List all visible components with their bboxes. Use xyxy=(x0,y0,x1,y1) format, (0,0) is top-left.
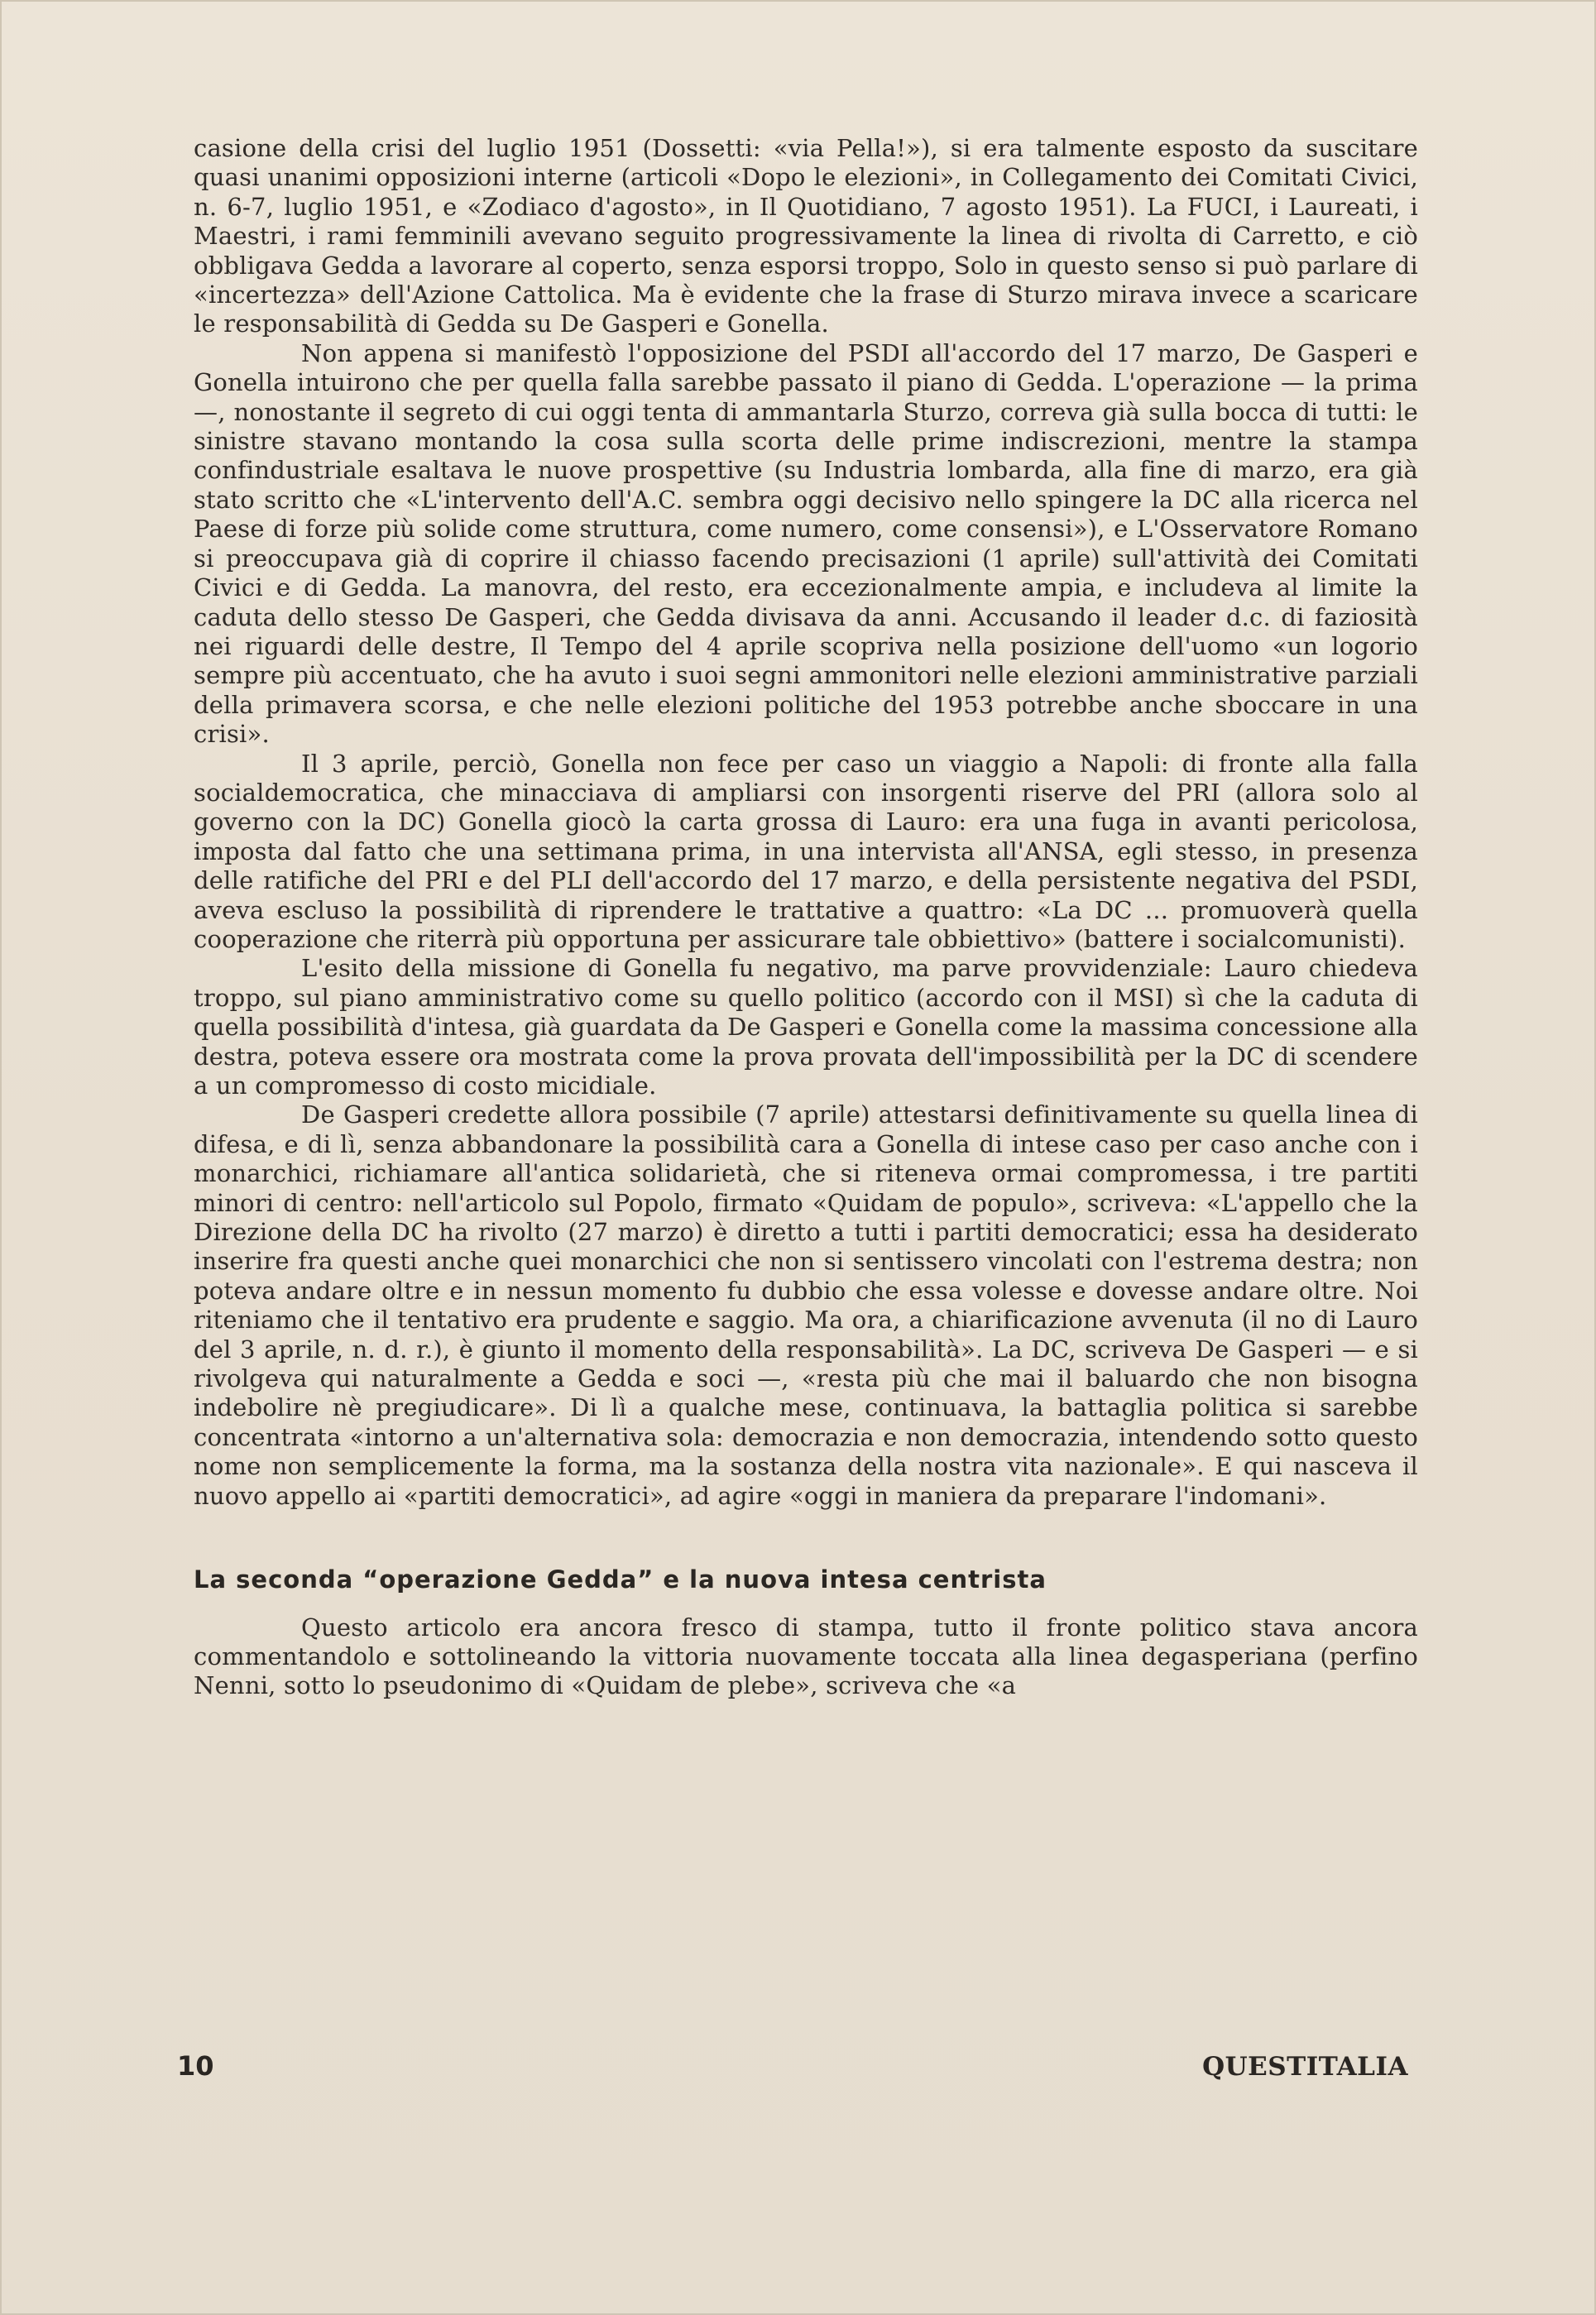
paragraph-4: L'esito della missione di Gonella fu negativo, ma parve provvidenziale: Lauro chiedeva troppo, sul piano amministrativo come su quello politico (accordo con il MSI) sì che la caduta di quella possibilità d'intesa, già guardata da De Gasperi e Gonella come la massima concessione alla destra, poteva essere ora mostrata come la prova provata dell'impossibilità per la DC di scendere a un compromesso di costo micidiale. xyxy=(194,954,1418,1100)
paragraph-6: Questo articolo era ancora fresco di stampa, tutto il fronte politico stava ancora commentandolo e sottolineando la vittoria nuovamente toccata alla linea degasperiana (perfino Nenni, sotto lo pseudonimo di «Quidam de plebe», scriveva che «a xyxy=(194,1613,1418,1700)
magazine-name: QUESTITALIA xyxy=(1202,2052,1408,2082)
article-body xyxy=(194,134,1418,1701)
page-number: 10 xyxy=(177,2050,214,2082)
section-heading: La seconda “operazione Gedda” e la nuova intesa centrista xyxy=(194,1565,1047,1594)
paragraph-3: Il 3 aprile, perciò, Gonella non fece per caso un viaggio a Napoli: di fronte alla falla socialdemocratica, che minacciava di ampliarsi con insorgenti riserve del PRI (allora solo al governo con la DC) Gonella giocò la carta grossa di Lauro: era una fuga in avanti pericolosa, imposta dal fatto che una settimana prima, in una intervista all'ANSA, egli stesso, in presenza delle ratifiche del PRI e del PLI dell'accordo del 17 marzo, e della persistente negativa del PSDI, aveva escluso la possibilità di riprendere le trattative a quattro: «La DC ... promuoverà quella cooperazione che riterrà più opportuna per assicurare tale obbiettivo» (battere i socialcomunisti). xyxy=(194,749,1418,953)
paragraph-2: Non appena si manifestò l'opposizione del PSDI all'accordo del 17 marzo, De Gasperi e Gonella intuirono che per quella falla sarebbe passato il piano di Gedda. L'operazione — la prima —, nonostante il segreto di cui oggi tenta di ammantarla Sturzo, correva già sulla bocca di tutti: le sinistre stavano montando la cosa sulla scorta delle prime indiscrezioni, mentre la stampa confindustriale esaltava le nuove prospettive (su Industria lombarda, alla fine di marzo, era già stato scritto che «L'intervento dell'A.C. sembra oggi decisivo nello spingere la DC alla ricerca nel Paese di forze più solide come struttura, come numero, come consensi»), e L'Osservatore Romano si preoccupava già di coprire il chiasso facendo precisazioni (1 aprile) sull'attività dei Comitati Civici e di Gedda. La manovra, del resto, era eccezionalmente ampia, e includeva al limite la caduta dello stesso De Gasperi, che Gedda divisava da anni. Accusando il leader d.c. di faziosità nei riguardi delle destre, Il Tempo del 4 aprile scopriva nella posizione dell'uomo «un logorio sempre più accentuato, che ha avuto i suoi segni ammonitori nelle elezioni amministrative parziali della primavera scorsa, e che nelle elezioni politiche del 1953 potrebbe anche sboccare in una crisi». xyxy=(194,338,1418,749)
paragraph-1: casione della crisi del luglio 1951 (Dossetti: «via Pella!»), si era talmente esposto da suscitare quasi unanimi opposizioni interne (articoli «Dopo le elezioni», in Collegamento dei Comitati Civici, n. 6-7, luglio 1951, e «Zodiaco d'agosto», in Il Quotidiano, 7 agosto 1951). La FUCI, i Laureati, i Maestri, i rami femminili avevano seguito progressivamente la linea di rivolta di Carretto, e ciò obbligava Gedda a lavorare al coperto, senza esporsi troppo, Solo in questo senso si può parlare di «incertezza» dell'Azione Cattolica. Ma è evidente che la frase di Sturzo mirava invece a scaricare le responsabilità di Gedda su De Gasperi e Gonella. xyxy=(194,134,1418,338)
paragraph-5: De Gasperi credette allora possibile (7 aprile) attestarsi definitivamente su quella linea di difesa, e di lì, senza abbandonare la possibilità cara a Gonella di intese caso per caso anche con i monarchici, richiamare all'antica solidarietà, che si riteneva ormai compromessa, i tre partiti minori di centro: nell'articolo sul Popolo, firmato «Quidam de populo», scriveva: «L'appello che la Direzione della DC ha rivolto (27 marzo) è diretto a tutti i partiti democratici; essa ha desiderato inserire fra questi anche quei monarchici che non si sentissero vincolati con l'estrema destra; non poteva andare oltre e in nessun momento fu dubbio che essa volesse e dovesse andare oltre. Noi riteniamo che il tentativo era prudente e saggio. Ma ora, a chiarificazione avvenuta (il no di Lauro del 3 aprile, n. d. r.), è giunto il momento della responsabilità». La DC, scriveva De Gasperi — e si rivolgeva qui naturalmente a Gedda e soci —, «resta più che mai il baluardo che non bisogna indebolire nè pregiudicare». Di lì a qualche mese, continuava, la battaglia politica si sarebbe concentrata «intorno a un'alternativa sola: democrazia e non democrazia, intendendo sotto questo nome non semplicemente la forma, ma la sostanza della nostra vita nazionale». E qui nasceva il nuovo appello ai «partiti democratici», ad agire «oggi in maniera da preparare l'indomani». xyxy=(194,1100,1418,1510)
